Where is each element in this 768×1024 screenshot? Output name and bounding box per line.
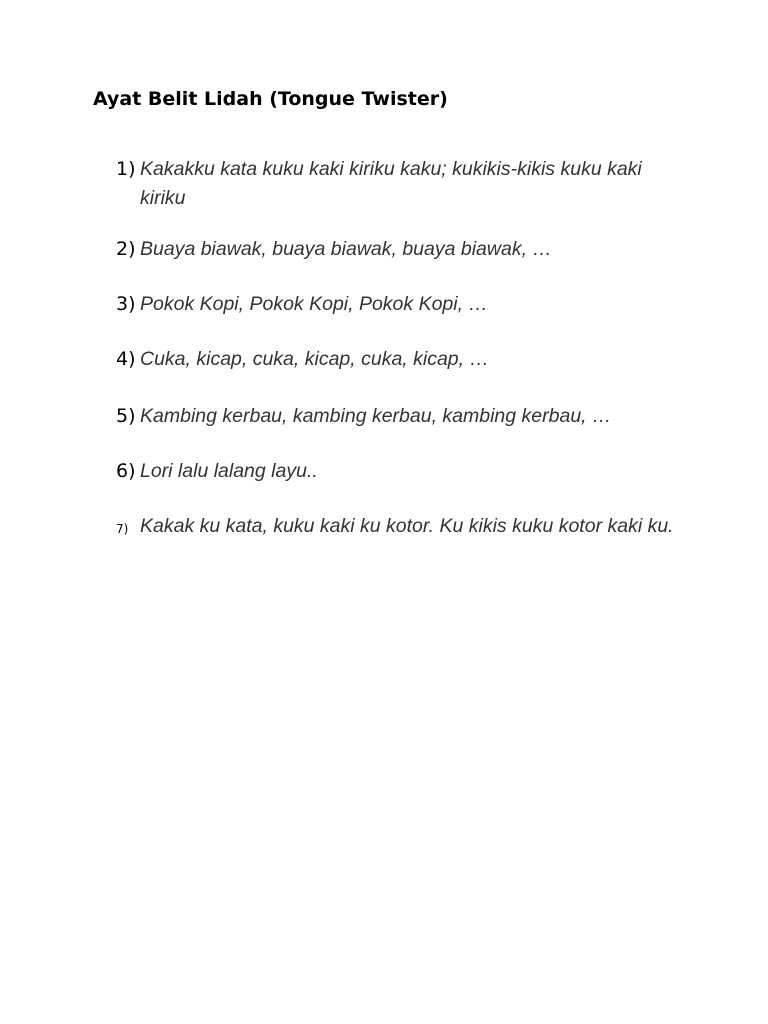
- item-text: Pokok Kopi, Pokok Kopi, Pokok Kopi, …: [140, 293, 488, 315]
- document-title: Ayat Belit Lidah (Tongue Twister): [93, 88, 448, 110]
- item-number: 3): [116, 293, 136, 315]
- item-text: Cuka, kicap, cuka, kicap, cuka, kicap, …: [140, 348, 489, 370]
- list-item: [116, 290, 696, 319]
- list-item: [116, 512, 696, 541]
- item-text: Kakakku kata kuku kaki kiriku kaku; kukikis-kikis kuku kaki kiriku: [140, 158, 642, 209]
- item-text: Kakak ku kata, kuku kaki ku kotor. Ku kikis kuku kotor kaki ku.: [140, 515, 674, 537]
- list-item: [116, 457, 696, 486]
- item-text: Buaya biawak, buaya biawak, buaya biawak, …: [140, 238, 552, 260]
- item-number: 2): [116, 238, 136, 260]
- list-item: [116, 235, 696, 264]
- list-item: [116, 402, 696, 431]
- list-item: [116, 345, 696, 374]
- item-number: 5): [116, 405, 136, 427]
- list-item: [116, 155, 696, 213]
- item-text: Lori lalu lalang layu..: [140, 460, 318, 482]
- item-number: 6): [116, 460, 136, 482]
- item-text: Kambing kerbau, kambing kerbau, kambing kerbau, …: [140, 405, 612, 427]
- item-number: 1): [116, 158, 136, 180]
- item-number: 4): [116, 348, 136, 370]
- item-number: 7): [116, 522, 129, 536]
